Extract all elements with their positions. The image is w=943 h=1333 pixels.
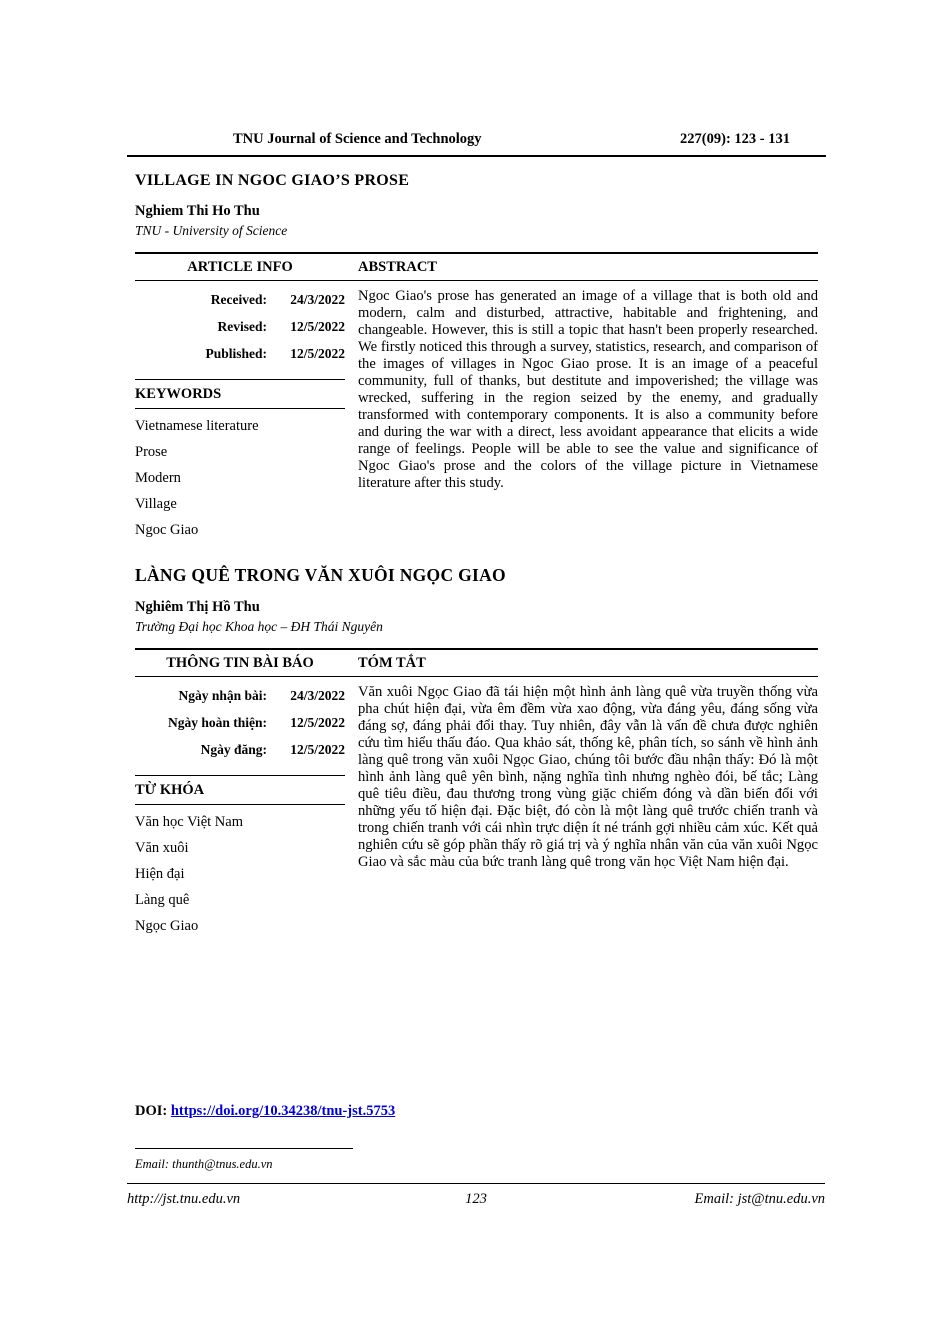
article-info-heading-en: ARTICLE INFO xyxy=(187,259,293,275)
date-label: Ngày đăng: xyxy=(200,742,267,757)
footer-email: Email: jst@tnu.edu.vn xyxy=(694,1191,826,1207)
affiliation-en: TNU - University of Science xyxy=(135,223,288,238)
footnote-email: Email: thunth@tnus.edu.vn xyxy=(135,1157,273,1171)
running-head xyxy=(135,131,818,148)
info-table-header-vn xyxy=(135,650,818,677)
keyword-item: Prose xyxy=(135,444,168,460)
affiliation-vn: Trường Đại học Khoa học – ĐH Thái Nguyên xyxy=(135,619,383,634)
article-info-column-vn xyxy=(135,677,345,935)
date-label: Received: xyxy=(210,292,267,307)
author-name-en: Nghiem Thi Ho Thu xyxy=(135,203,260,219)
date-row-published-vn xyxy=(135,742,345,758)
date-value: 12/5/2022 xyxy=(290,715,345,730)
doi-line xyxy=(135,1103,395,1120)
keywords-heading-vn: TỪ KHÓA xyxy=(135,775,345,805)
date-row-received-vn xyxy=(135,688,345,704)
date-value: 12/5/2022 xyxy=(290,319,345,334)
author-name-vn: Nghiêm Thị Hồ Thu xyxy=(135,599,260,615)
abstract-text-en: Ngoc Giao's prose has generated an image of a village that is both old and modern, calm and disturbed, attractive, habitable and frightening, and changeable. However, this is still a topic that hasn't been properly researched. We firstly noticed this through a survey, statistics, research, and comparison of the images of villages in Ngoc Giao prose. It is an image of a peaceful community, full of thanks, but destitute and impoverished; the village was wrecked, suffering in the region seized by the enemy, and gradually transformed with contemporary components. It is also a community before and during the war with a direct, less avoidant appearance that elicits a wide range of feelings. People will be able to see the value and significance of Ngoc Giao's prose and the colors of the village picture in Vietnamese literature after this study. xyxy=(358,288,818,491)
keyword-item: Văn xuôi xyxy=(135,840,189,856)
date-value: 24/3/2022 xyxy=(290,688,345,703)
keyword-item: Văn học Việt Nam xyxy=(135,814,243,830)
english-section xyxy=(135,172,818,539)
keywords-heading-en: KEYWORDS xyxy=(135,379,345,409)
info-table-header-en xyxy=(135,254,818,281)
keyword-item: Vietnamese literature xyxy=(135,418,259,434)
info-table-body-en xyxy=(135,281,818,539)
doi-link[interactable]: https://doi.org/10.34238/tnu-jst.5753 xyxy=(170,1103,396,1119)
date-label: Revised: xyxy=(217,319,267,334)
header-divider xyxy=(127,155,826,157)
date-row-received xyxy=(135,292,345,308)
keyword-item: Làng quê xyxy=(135,892,190,908)
doi-label: DOI: xyxy=(135,1103,168,1119)
date-value: 24/3/2022 xyxy=(290,292,345,307)
keyword-item: Village xyxy=(135,496,177,512)
article-title-vn: LÀNG QUÊ TRONG VĂN XUÔI NGỌC GIAO xyxy=(135,565,506,585)
article-info-table-vn xyxy=(135,648,818,935)
article-info-table-en xyxy=(135,252,818,539)
abstract-text-vn: Văn xuôi Ngọc Giao đã tái hiện một hình ảnh làng quê vừa truyền thống vừa pha chút hiện đại, vừa êm đềm vừa xao động, vừa đáng yêu, đáng sống vừa đáng sợ, đáng phải đổi thay. Tuy nhiên, đây vẫn là vấn đề chưa được nghiên cứu tìm hiểu thấu đáo. Qua khảo sát, thống kê, phân tích, so sánh về hình ảnh làng quê trong văn xuôi Ngọc Giao, chúng tôi bước đầu nhận thấy: Đó là một hình ảnh làng quê yên bình, nặng nghĩa tình nhưng nghèo đói, bế tắc; Làng quê tiêu điều, đau thương trong vùng giặc chiếm đóng và dần biến đổi với những yếu tố hiện đại. Đặc biệt, đó còn là một làng quê trước chiến tranh và trong chiến tranh với cái nhìn trực diện ít né tránh gợi nhiều cảm xúc. Kết quả nghiên cứu sẽ góp phần thấy rõ giá trị và ý nghĩa nhân văn của văn xuôi Ngọc Giao và sắc màu của bức tranh làng quê trong văn học Việt Nam hiện đại. xyxy=(358,684,818,870)
article-info-column-en xyxy=(135,281,345,539)
date-row-revised xyxy=(135,319,345,335)
info-table-body-vn xyxy=(135,677,818,935)
date-row-published xyxy=(135,346,345,362)
date-label: Published: xyxy=(205,346,267,361)
keyword-item: Hiện đại xyxy=(135,866,185,882)
corresponding-author-footnote xyxy=(135,1148,353,1172)
journal-title: TNU Journal of Science and Technology xyxy=(233,131,482,147)
footer-journal-url: http://jst.tnu.edu.vn xyxy=(127,1191,241,1207)
date-label: Ngày nhận bài: xyxy=(178,688,267,703)
date-label: Ngày hoàn thiện: xyxy=(167,715,267,730)
date-row-revised-vn xyxy=(135,715,345,731)
abstract-heading-vn: TÓM TẮT xyxy=(358,655,426,671)
article-info-heading-vn: THÔNG TIN BÀI BÁO xyxy=(166,655,314,671)
issue-info: 227(09): 123 - 131 xyxy=(680,131,790,147)
date-value: 12/5/2022 xyxy=(290,346,345,361)
vietnamese-section xyxy=(135,565,818,935)
abstract-heading-en: ABSTRACT xyxy=(358,259,437,275)
keyword-item: Modern xyxy=(135,470,181,486)
keyword-item: Ngoc Giao xyxy=(135,522,199,538)
date-value: 12/5/2022 xyxy=(290,742,345,757)
page-footer xyxy=(127,1183,825,1208)
keyword-item: Ngọc Giao xyxy=(135,918,199,934)
article-title-en: VILLAGE IN NGOC GIAO’S PROSE xyxy=(135,172,410,189)
footer-page-number: 123 xyxy=(465,1191,487,1207)
